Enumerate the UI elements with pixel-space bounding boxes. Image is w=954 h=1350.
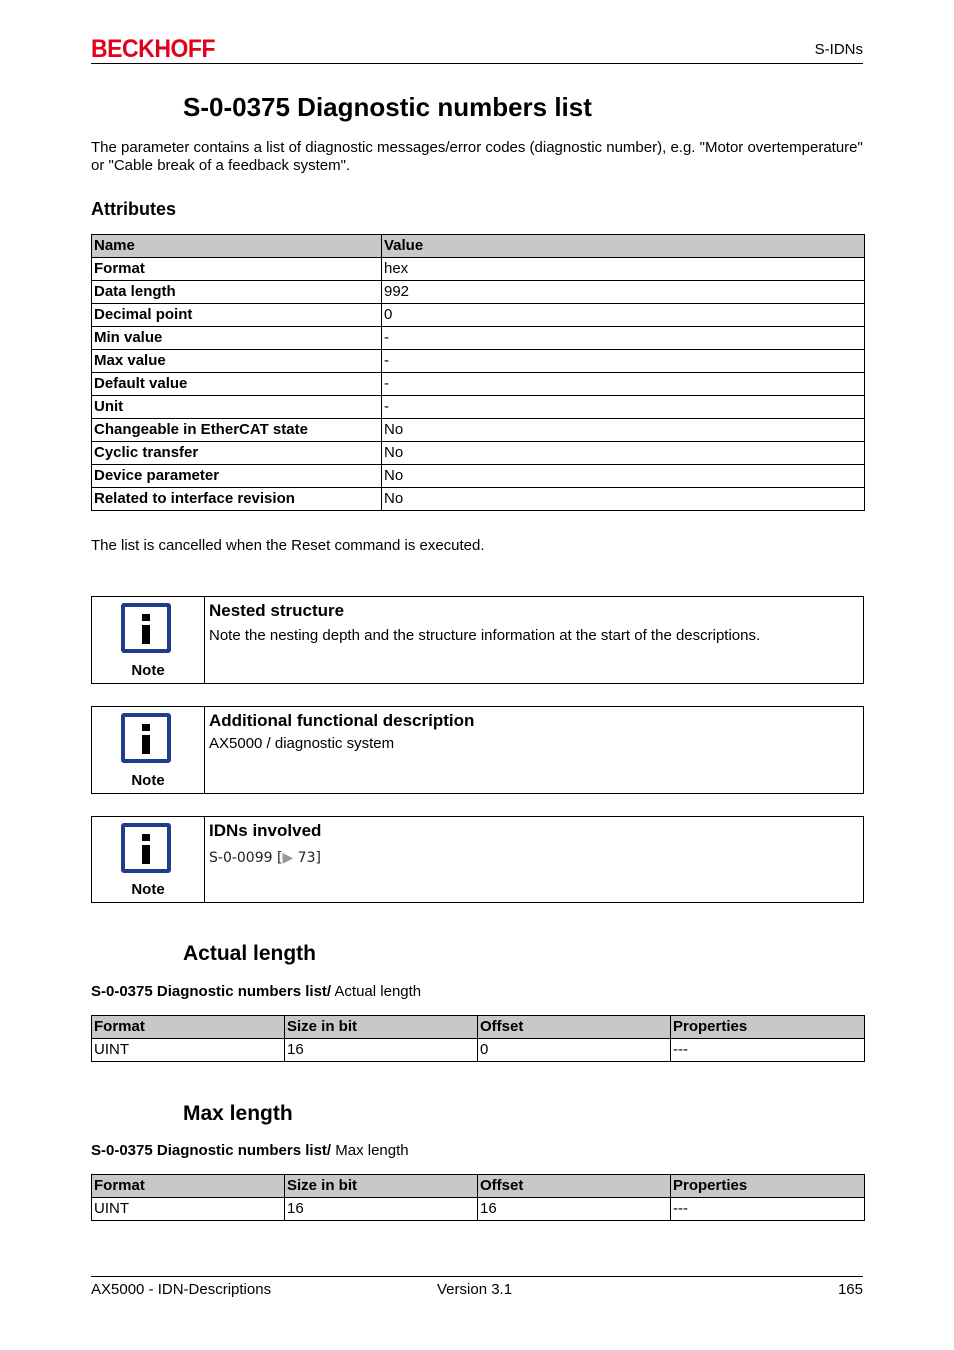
info-icon	[121, 603, 171, 653]
page-title: S-0-0375 Diagnostic numbers list	[183, 92, 592, 122]
attribute-name: Changeable in EtherCAT state	[92, 419, 382, 442]
note-label: Note	[131, 662, 165, 679]
footer-document-name: AX5000 - IDN-Descriptions	[91, 1281, 272, 1298]
table-cell: 0	[478, 1039, 671, 1062]
note-title: IDNs involved	[209, 821, 322, 840]
info-icon	[121, 823, 171, 873]
attribute-name: Max value	[92, 350, 382, 373]
attributes-heading: Attributes	[91, 199, 176, 219]
attribute-value: No	[382, 488, 865, 511]
footer-rule	[91, 1276, 863, 1277]
info-icon	[121, 713, 171, 763]
table-cell: 16	[285, 1039, 478, 1062]
table-row	[92, 327, 865, 350]
attribute-value: hex	[382, 258, 865, 281]
note-title: Additional functional description	[209, 711, 475, 730]
caption-rest: Max length	[331, 1142, 409, 1159]
max-length-table	[91, 1174, 865, 1221]
header-rule	[91, 63, 863, 64]
table-header-row	[92, 235, 865, 258]
table-cell: UINT	[92, 1198, 285, 1221]
table-header-row	[92, 1016, 865, 1039]
table-row	[92, 1039, 865, 1062]
column-header: Size in bit	[285, 1175, 478, 1198]
table-cell: ---	[671, 1198, 865, 1221]
attribute-name: Decimal point	[92, 304, 382, 327]
max-length-caption	[91, 1142, 409, 1160]
attributes-table	[91, 234, 865, 511]
attribute-name: Min value	[92, 327, 382, 350]
table-row	[92, 304, 865, 327]
table-row	[92, 465, 865, 488]
intro-paragraph: The parameter contains a list of diagnostic messages/error codes (diagnostic number), e.g. "Motor overtemperature" or "Cable break of a feedback system".	[91, 139, 863, 174]
attribute-value: -	[382, 373, 865, 396]
table-row	[92, 419, 865, 442]
actual-length-table	[91, 1015, 865, 1062]
note-icon-column	[92, 597, 205, 683]
table-cell: 16	[285, 1198, 478, 1221]
header-section-label: S-IDNs	[814, 41, 863, 58]
reset-note: The list is cancelled when the Reset command is executed.	[91, 537, 485, 554]
note-title: Nested structure	[209, 601, 345, 620]
note-text: Note the nesting depth and the structure information at the start of the descriptions.	[209, 627, 761, 644]
column-header: Properties	[671, 1175, 865, 1198]
note-icon-column	[92, 707, 205, 793]
attribute-name: Cyclic transfer	[92, 442, 382, 465]
table-row	[92, 281, 865, 304]
note-content	[205, 817, 325, 902]
footer-version: Version 3.1	[437, 1281, 513, 1298]
max-length-heading: Max length	[183, 1102, 293, 1125]
table-row	[92, 258, 865, 281]
column-header: Name	[92, 235, 382, 258]
column-header: Properties	[671, 1016, 865, 1039]
column-header: Format	[92, 1016, 285, 1039]
attribute-name: Unit	[92, 396, 382, 419]
attribute-value: -	[382, 396, 865, 419]
attribute-name: Device parameter	[92, 465, 382, 488]
table-row	[92, 373, 865, 396]
table-row	[92, 396, 865, 419]
note-label: Note	[131, 881, 165, 898]
table-cell: 16	[478, 1198, 671, 1221]
attribute-value: No	[382, 419, 865, 442]
page-arrow-icon: ▶	[282, 850, 294, 866]
attribute-value: -	[382, 327, 865, 350]
table-cell: ---	[671, 1039, 865, 1062]
attribute-value: No	[382, 465, 865, 488]
beckhoff-logo: BECKHOFF	[91, 35, 216, 63]
idn-link[interactable]	[209, 849, 321, 867]
idn-link-page[interactable]: 73]	[293, 850, 321, 866]
attribute-name: Data length	[92, 281, 382, 304]
attribute-value: No	[382, 442, 865, 465]
idn-link-text[interactable]: S-0-0099 [	[209, 850, 283, 866]
caption-bold: S-0-0375 Diagnostic numbers list/	[91, 1142, 332, 1159]
attribute-value: 992	[382, 281, 865, 304]
column-header: Value	[382, 235, 865, 258]
attribute-value: 0	[382, 304, 865, 327]
attribute-name: Format	[92, 258, 382, 281]
table-row	[92, 350, 865, 373]
column-header: Format	[92, 1175, 285, 1198]
note-content	[205, 597, 764, 683]
actual-length-caption	[91, 983, 421, 1001]
note-content	[205, 707, 478, 793]
table-row	[92, 1198, 865, 1221]
table-header-row	[92, 1175, 865, 1198]
attribute-name: Default value	[92, 373, 382, 396]
caption-rest: Actual length	[331, 983, 422, 1000]
note-text: AX5000 / diagnostic system	[209, 735, 395, 752]
attribute-name: Related to interface revision	[92, 488, 382, 511]
note-icon-column	[92, 817, 205, 902]
note-box-idns-involved	[91, 816, 864, 903]
note-box-functional-description	[91, 706, 864, 794]
note-label: Note	[131, 772, 165, 789]
footer-page-number: 165	[837, 1281, 863, 1298]
caption-bold: S-0-0375 Diagnostic numbers list/	[91, 983, 332, 1000]
column-header: Offset	[478, 1016, 671, 1039]
actual-length-heading: Actual length	[183, 942, 317, 965]
column-header: Offset	[478, 1175, 671, 1198]
attribute-value: -	[382, 350, 865, 373]
table-cell: UINT	[92, 1039, 285, 1062]
table-row	[92, 442, 865, 465]
column-header: Size in bit	[285, 1016, 478, 1039]
table-row	[92, 488, 865, 511]
note-box-nested-structure	[91, 596, 864, 684]
